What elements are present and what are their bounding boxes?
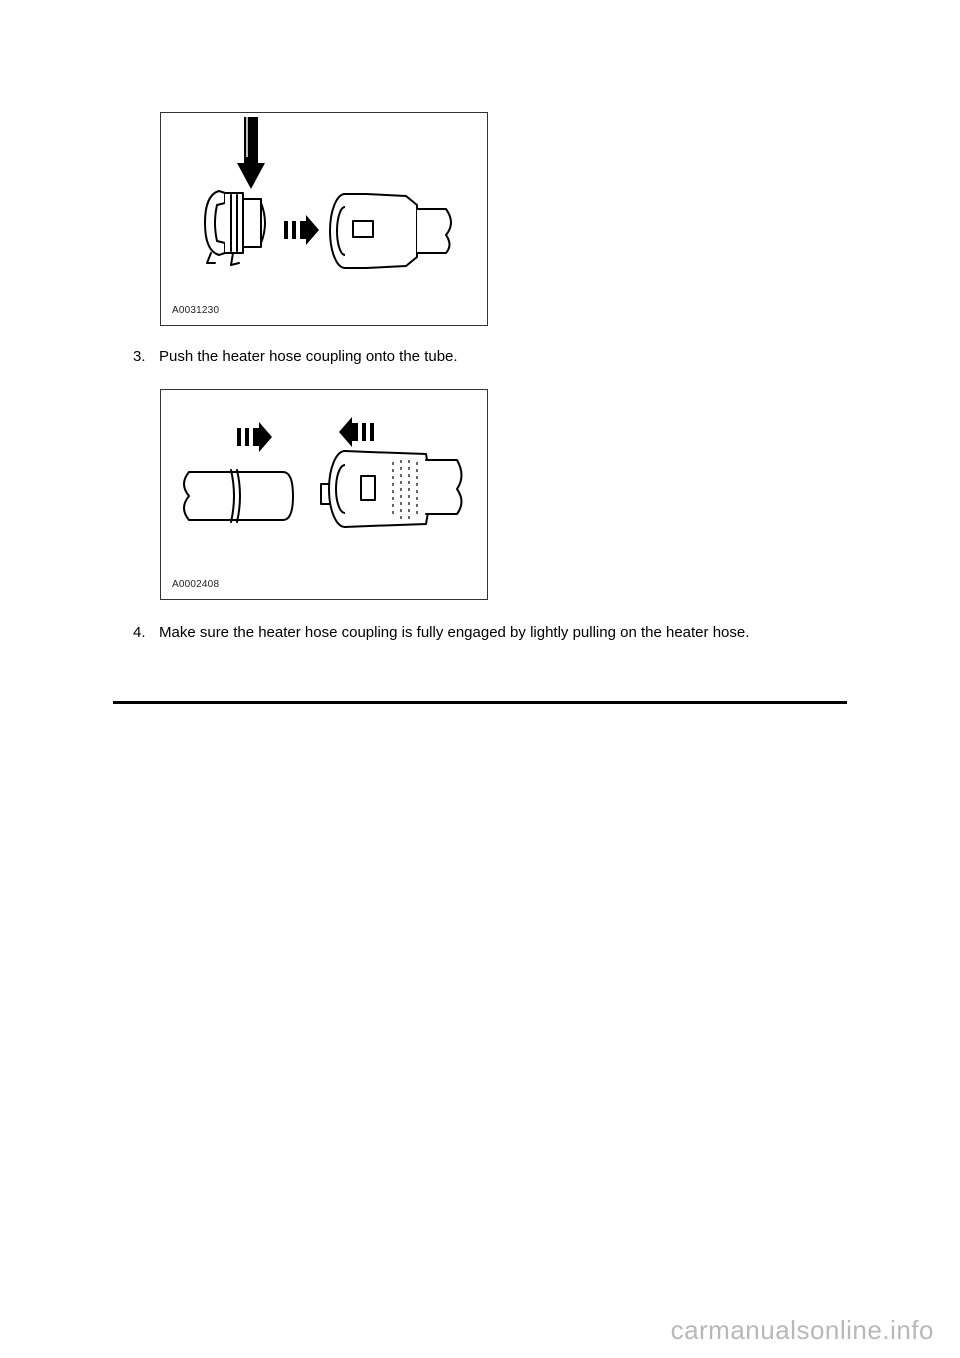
figure-code: A0002408	[172, 579, 220, 590]
figure-coupling-clip	[160, 112, 488, 326]
step-4	[133, 624, 749, 642]
section-divider	[113, 701, 847, 704]
step-number: 3.	[133, 348, 146, 365]
coupling-tube-illustration	[161, 390, 487, 599]
figure-code: A0031230	[172, 305, 220, 316]
step-text: Make sure the heater hose coupling is fully engaged by lightly pulling on the heater hose.	[159, 624, 750, 641]
watermark: carmanualsonline.info	[670, 1315, 934, 1345]
coupling-clip-illustration	[161, 113, 487, 325]
step-3	[133, 348, 458, 366]
step-text: Push the heater hose coupling onto the tube.	[159, 348, 458, 365]
figure-coupling-tube	[160, 389, 488, 600]
step-number: 4.	[133, 624, 146, 641]
